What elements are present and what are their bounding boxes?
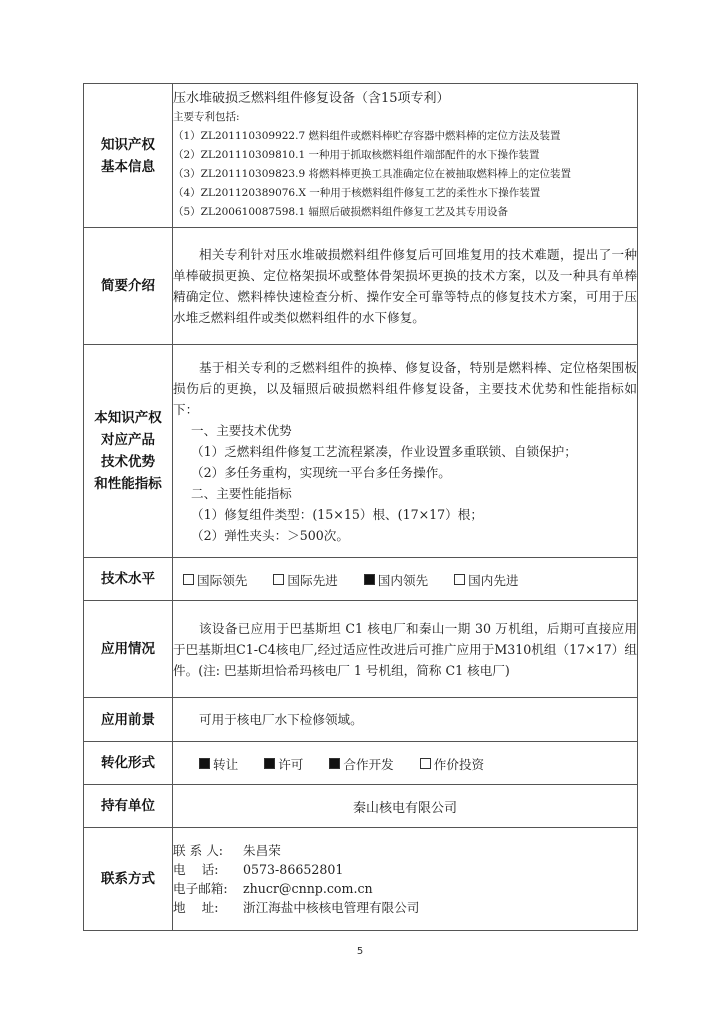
transfer-option[interactable] [329, 754, 393, 773]
patent-item: （5）ZL200610087598.1 辐照后破损燃料组件修复工艺及其专用设备 [173, 206, 508, 218]
checkbox-icon [273, 574, 284, 585]
content-prospect [173, 698, 638, 742]
page-number: 5 [356, 946, 364, 957]
checkbox-checked-icon [199, 758, 210, 769]
patent-item: （2）ZL201110309810.1 一种用于抓取核燃料组件端部配件的水下操作装置 [173, 149, 540, 161]
row-prospect [84, 698, 638, 742]
label-level: 技术水平 [84, 558, 173, 601]
level-option-label: 国内领先 [377, 572, 429, 588]
transfer-option[interactable] [199, 754, 238, 773]
level-option[interactable] [454, 570, 518, 589]
contact-value: 0573-86652801 [243, 862, 344, 877]
transfer-options [173, 754, 637, 773]
transfer-option[interactable] [420, 754, 484, 773]
advantages-item: （1）乏燃料组件修复工艺流程紧凑，作业设置多重联锁、自锁保护； [191, 443, 577, 459]
contact-key: 电 话: [173, 862, 219, 877]
contact-value: 浙江海盐中核核电管理有限公司 [243, 900, 420, 915]
advantages-item: （2）弹性夹头：＞500次。 [191, 527, 349, 543]
row-application [84, 601, 638, 698]
contact-line [173, 841, 637, 860]
transfer-option[interactable] [264, 754, 303, 773]
transfer-option-label: 转让 [213, 756, 239, 772]
transfer-option-label: 许可 [278, 756, 304, 772]
contact-key: 联 系 人: [173, 843, 224, 858]
holder-text: 秦山核电有限公司 [173, 785, 638, 828]
contact-value: zhucr@cnnp.com.cn [243, 881, 373, 896]
content-contact [173, 828, 638, 931]
prospect-text: 可用于核电厂水下检修领域。 [199, 712, 363, 727]
label-ip-text: 知识产权 基本信息 [101, 136, 155, 175]
label-transfer: 转化形式 [84, 742, 173, 785]
content-ip [173, 84, 638, 228]
label-holder: 持有单位 [84, 785, 173, 828]
checkbox-checked-icon [329, 758, 340, 769]
contact-line [173, 898, 637, 917]
level-option[interactable] [183, 570, 247, 589]
row-transfer [84, 742, 638, 785]
level-option[interactable] [273, 570, 337, 589]
label-prospect: 应用前景 [84, 698, 173, 742]
content-advantages [173, 345, 638, 558]
content-application [173, 601, 638, 698]
checkbox-icon [183, 574, 194, 585]
level-option-label: 国际领先 [197, 572, 248, 588]
content-level [173, 558, 638, 601]
patent-item: （4）ZL201120389076.X 一种用于核燃料组件修复工艺的柔性水下操作装置 [173, 187, 541, 199]
ip-intro: 主要专利包括: [173, 111, 240, 123]
label-advantages-text: 本知识产权 对应产品 技术优势 和性能指标 [94, 410, 162, 492]
content-transfer [173, 742, 638, 785]
row-holder [84, 785, 638, 828]
advantages-item: （2）多任务重构，实现统一平台多任务操作。 [191, 464, 451, 480]
level-option-label: 国际先进 [287, 572, 338, 588]
checkbox-icon [420, 758, 431, 769]
content-intro [173, 228, 638, 345]
contact-key: 电子邮箱: [173, 881, 228, 896]
advantages-item: （1）修复组件类型：(15×15）根、(17×17）根； [191, 506, 483, 522]
advantages-sec1: 一、主要技术优势 [191, 422, 292, 438]
info-table [83, 83, 638, 931]
advantages-sec2: 二、主要性能指标 [191, 485, 292, 501]
contact-line [173, 879, 637, 898]
patent-item: （1）ZL201110309922.7 燃料组件或燃料棒贮存容器中燃料棒的定位方法及装置 [173, 130, 561, 142]
intro-text: 相关专利针对压水堆破损燃料组件修复后可回堆复用的技术难题，提出了一种单棒破损更换、定位格架损坏或整体骨架损坏更换的技术方案，以及一种具有单棒精确定位、燃料棒快速检查分析、操作安全可靠等特点的修复技术方案，可用于压水堆乏燃料组件或类似燃料组件的水下修复。 [173, 247, 637, 325]
checkbox-checked-icon [264, 758, 275, 769]
row-ip [84, 84, 638, 228]
transfer-option-label: 合作开发 [343, 756, 394, 772]
contact-value: 朱昌荣 [243, 843, 281, 858]
ip-title: 压水堆破损乏燃料组件修复设备（含15项专利） [173, 91, 450, 106]
level-option[interactable] [364, 570, 428, 589]
row-intro [84, 228, 638, 345]
contact-line [173, 860, 637, 879]
label-intro: 简要介绍 [84, 228, 173, 345]
row-level [84, 558, 638, 601]
label-contact: 联系方式 [84, 828, 173, 931]
application-text: 该设备已应用于巴基斯坦 C1 核电厂和秦山一期 30 万机组，后期可直接应用于巴基斯坦C1-C4核电厂,经过适应性改进后可推广应用于M310机组（17×17）组件。(注: 巴基斯坦恰希玛核电厂 1 号机组，简称 C1 核电厂) [173, 620, 637, 678]
checkbox-checked-icon [364, 574, 375, 585]
label-application: 应用情况 [84, 601, 173, 698]
transfer-option-label: 作价投资 [433, 756, 485, 772]
row-contact [84, 828, 638, 931]
label-advantages [84, 345, 173, 558]
label-ip [84, 84, 173, 228]
contact-key: 地 址: [173, 900, 219, 915]
level-option-label: 国内先进 [468, 572, 519, 588]
advantages-text: 基于相关专利的乏燃料组件的换棒、修复设备，特别是燃料棒、定位格架围板损伤后的更换，以及辐照后破损燃料组件修复设备，主要技术优势和性能指标如下： [173, 359, 637, 417]
patent-item: （3）ZL201110309823.9 将燃料棒更换工具准确定位在被抽取燃料棒上的定位装置 [173, 168, 571, 180]
row-advantages [84, 345, 638, 558]
level-options [173, 570, 637, 589]
checkbox-icon [454, 574, 465, 585]
